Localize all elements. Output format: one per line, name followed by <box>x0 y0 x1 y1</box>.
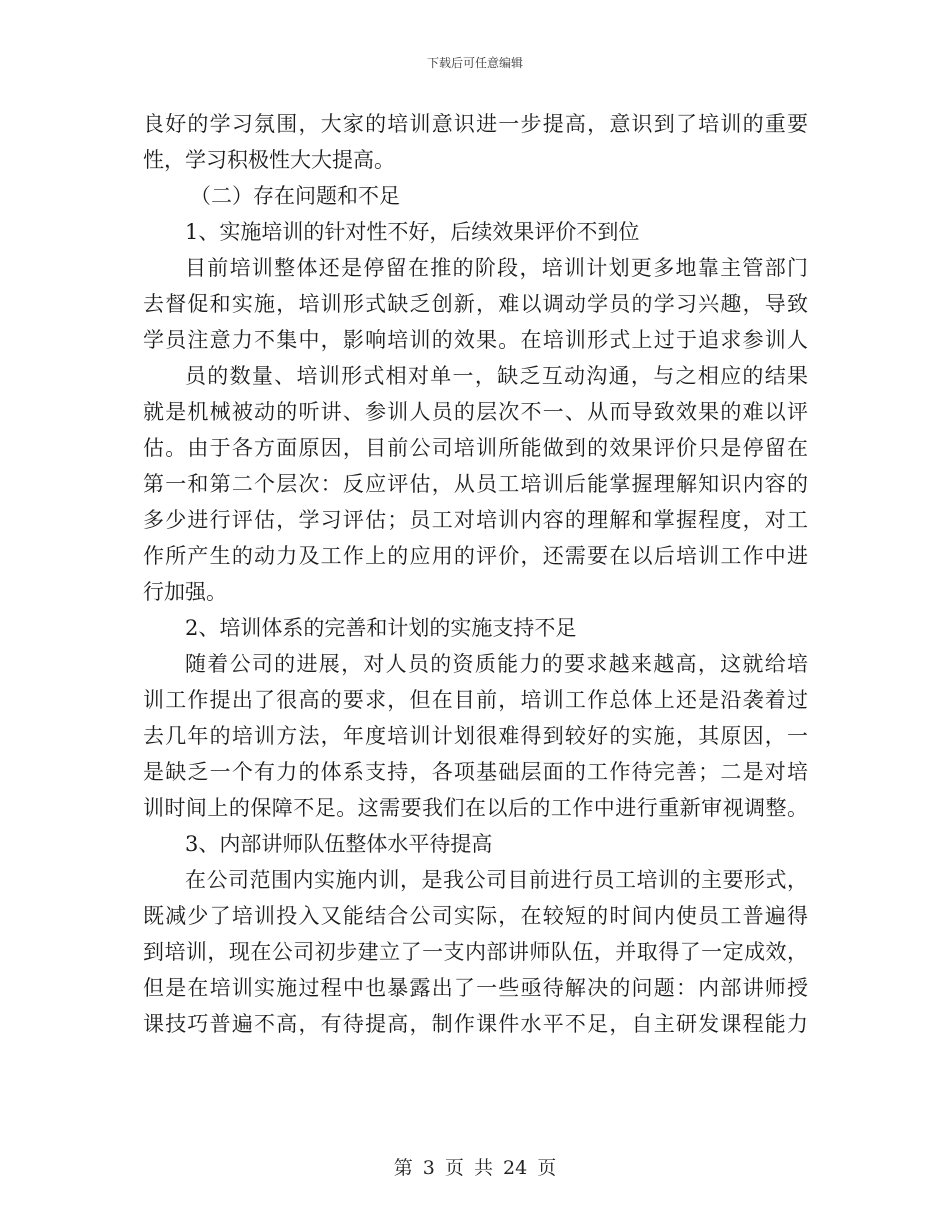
text-line: 是缺乏一个有力的体系支持，各项基础层面的工作待完善；二是对培 <box>143 760 808 784</box>
text-line: 3、内部讲师队伍整体水平待提高 <box>185 832 493 856</box>
text-line: 多少进行评估，学习评估；员工对培训内容的理解和掌握程度，对工 <box>143 508 808 532</box>
text-line: 员的数量、培训形式相对单一，缺乏互动沟通，与之相应的结果 <box>185 364 808 388</box>
text-line: 既减少了培训投入又能结合公司实际，在较短的时间内使员工普遍得 <box>143 904 808 928</box>
text-line: 良好的学习氛围，大家的培训意识进一步提高，意识到了培训的重要 <box>143 112 808 136</box>
text-line: 目前培训整体还是停留在推的阶段，培训计划更多地靠主管部门 <box>185 256 808 280</box>
text-line: 但是在培训实施过程中也暴露出了一些亟待解决的问题：内部讲师授 <box>143 976 808 1000</box>
text-line: 估。由于各方面原因，目前公司培训所能做到的效果评价只是停留在 <box>143 436 808 460</box>
text-line: 训时间上的保障不足。这需要我们在以后的工作中进行重新审视调整。 <box>143 796 808 820</box>
text-line: 第一和第二个层次：反应评估，从员工培训后能掌握理解知识内容的 <box>143 472 808 496</box>
text-line: 去督促和实施，培训形式缺乏创新，难以调动学员的学习兴趣，导致 <box>143 292 808 316</box>
text-line: 到培训，现在公司初步建立了一支内部讲师队伍，并取得了一定成效， <box>143 940 808 964</box>
page-footer: 第 3 页 共 24 页 <box>393 1157 557 1179</box>
text-line: 2、培训体系的完善和计划的实施支持不足 <box>185 616 577 640</box>
text-line: 行加强。 <box>143 580 227 604</box>
text-line: 1、实施培训的针对性不好，后续效果评价不到位 <box>185 220 640 244</box>
text-line: 随着公司的进展，对人员的资质能力的要求越来越高，这就给培 <box>185 652 808 676</box>
text-line: 去几年的培训方法，年度培训计划很难得到较好的实施，其原因，一 <box>143 724 808 748</box>
text-line: 作所产生的动力及工作上的应用的评价，还需要在以后培训工作中进 <box>143 544 808 568</box>
text-line: 性，学习积极性大大提高。 <box>143 148 395 172</box>
text-line: 学员注意力不集中，影响培训的效果。在培训形式上过于追求参训人 <box>143 328 808 352</box>
text-line: 就是机械被动的听讲、参训人员的层次不一、从而导致效果的难以评 <box>143 400 808 424</box>
document-body <box>143 106 808 1042</box>
text-line: 训工作提出了很高的要求，但在目前，培训工作总体上还是沿袭着过 <box>143 688 808 712</box>
text-line: 课技巧普遍不高，有待提高，制作课件水平不足，自主研发课程能力 <box>143 1012 808 1036</box>
text-line: 在公司范围内实施内训，是我公司目前进行员工培训的主要形式， <box>185 868 808 892</box>
page-header: 下载后可任意编辑 <box>426 56 523 70</box>
text-line: （二）存在问题和不足 <box>190 184 400 208</box>
